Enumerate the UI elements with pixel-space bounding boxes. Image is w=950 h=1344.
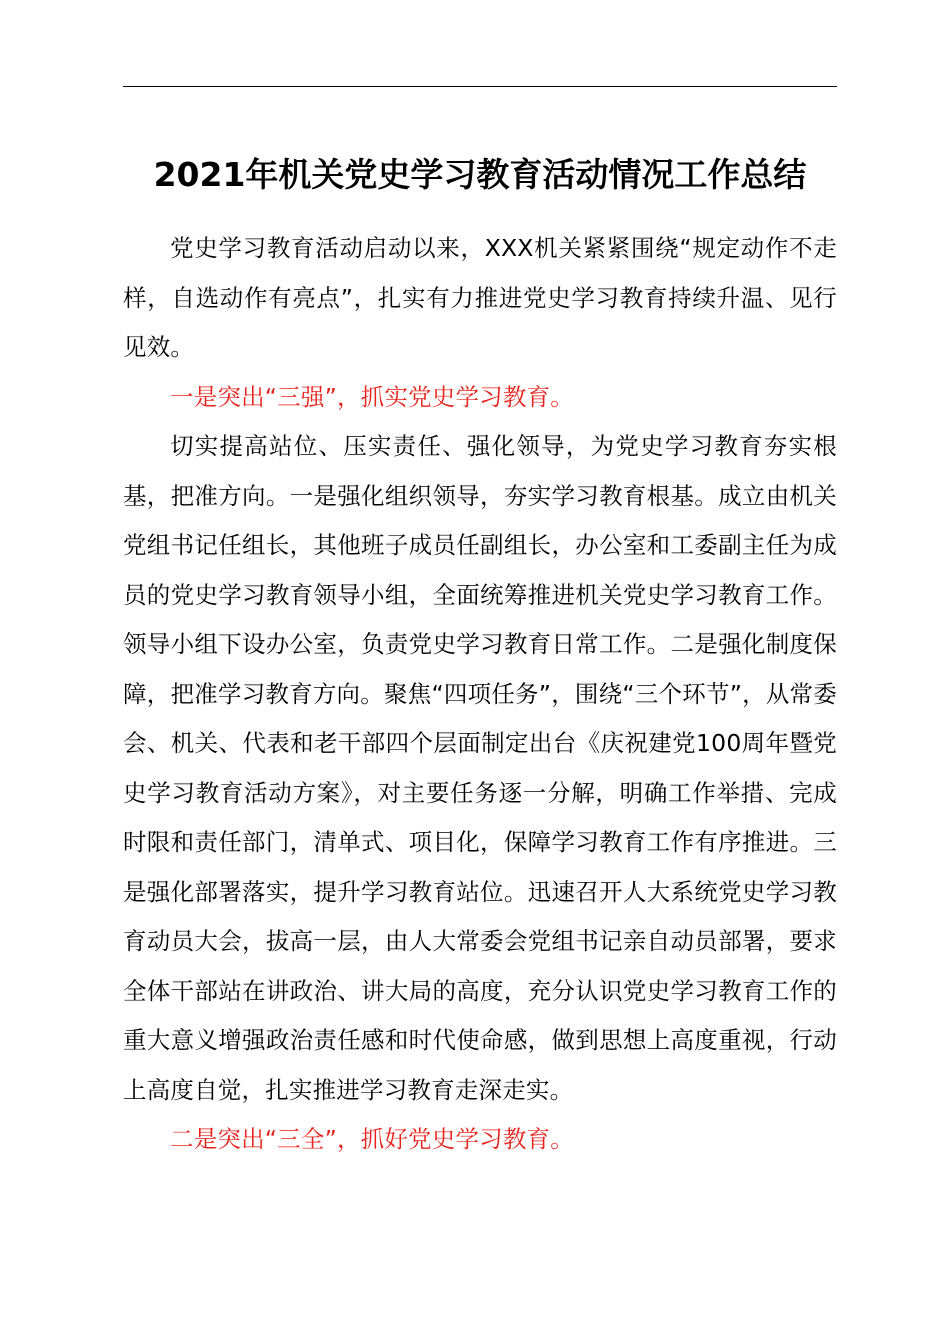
intro-paragraph: 党史学习教育活动启动以来，XXX机关紧紧围绕“规定动作不走样，自选动作有亮点”，扎实有力推进党史学习教育持续升温、见行见效。 [123, 234, 837, 361]
document-title: 2021年机关党史学习教育活动情况工作总结 [153, 155, 807, 194]
section-1-paragraph: 切实提高站位、压实责任、强化领导，为党史学习教育夯实根基，把准方向。一是强化组织领导，夯实学习教育根基。成立由机关党组书记任组长，其他班子成员任副组长，办公室和工委副主任为成员的党史学习教育领导小组，全面统筹推进机关党史学习教育工作。领导小组下设办公室，负责党史学习教育日常工作。二是强化制度保障，把准学习教育方向。聚焦“四项任务”，围绕“三个环节”，从常委会、机关、代表和老干部四个层面制定出台《庆祝建党100周年暨党史学习教育活动方案》，对主要任务逐一分解，明确工作举措、完成时限和责任部门，清单式、项目化，保障学习教育工作有序推进。三是强化部署落实，提升学习教育站位。迅速召开人大系统党史学习教育动员大会，拔高一层，由人大常委会党组书记亲自动员部署，要求全体干部站在讲政治、讲大局的高度，充分认识党史学习教育工作的重大意义增强政治责任感和时代使命感，做到思想上高度重视，行动上高度自觉，扎实推进学习教育走深走实。 [123, 432, 837, 1104]
document-body [123, 224, 837, 1165]
header-rule [123, 86, 837, 87]
section-1-heading: 一是突出“三强”，抓实党史学习教育。 [170, 382, 574, 411]
section-2-heading: 二是突出“三全”，抓好党史学习教育。 [170, 1125, 574, 1153]
